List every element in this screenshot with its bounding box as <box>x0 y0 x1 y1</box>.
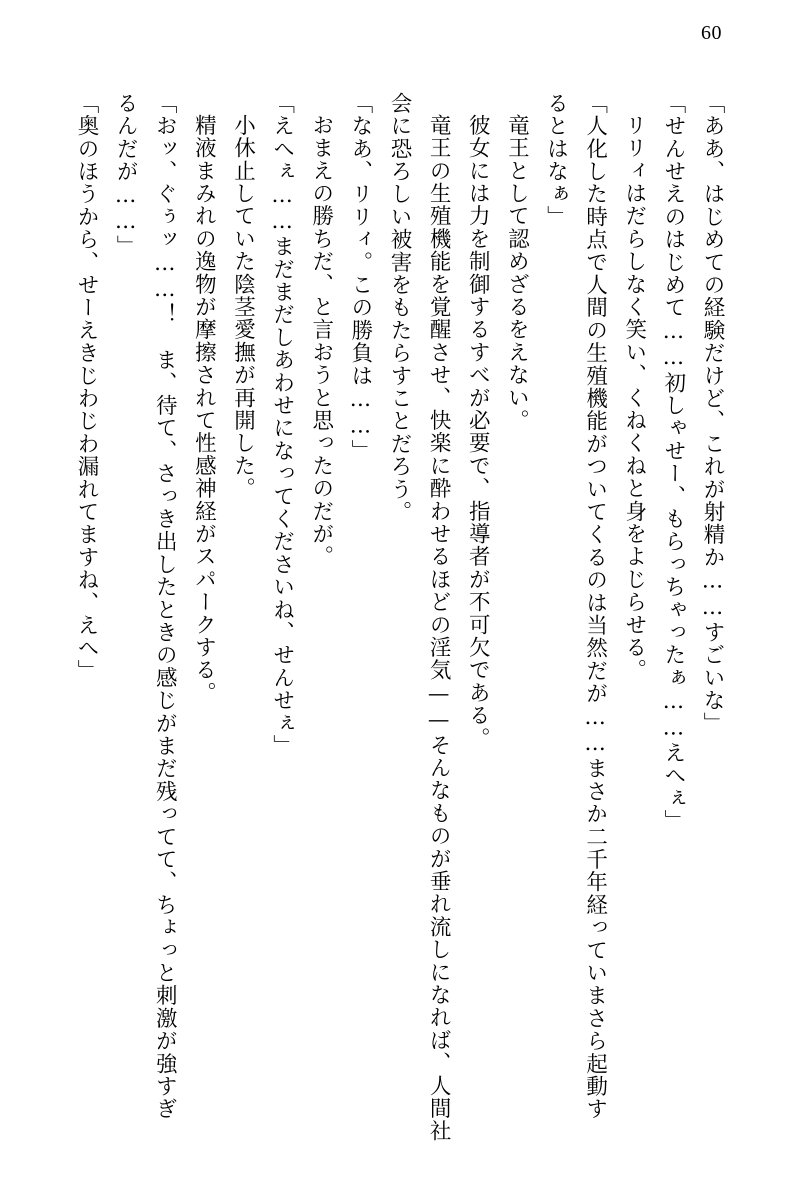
body-paragraph: おまえの勝ちだ、と言おうと思ったのだが。 <box>308 113 334 568</box>
body-paragraph: 彼女には力を制御するすべが必要で、指導者が不可欠である。 <box>465 113 491 750</box>
body-paragraph: 「おッ、ぐぅッ……！ ま、待て、さっき出したときの感じがまだ残ってて、ちょっと刺激が強すぎるんだが……」 <box>113 92 178 1121</box>
body-paragraph: 「なあ、リリィ。この勝負は……」 <box>347 92 373 463</box>
body-paragraph: 精液まみれの逸物が摩擦されて性感神経がスパークする。 <box>191 113 217 704</box>
body-paragraph: 「人化した時点で人間の生殖機能がついてくるのは当然だが……まさか二千年経っていまさら起動するとはなぁ」 <box>543 92 608 1121</box>
page-number: 60 <box>701 22 722 44</box>
body-paragraph: 「えへぇ……まだまだしあわせになってくださいね、せんせぇ」 <box>269 92 295 758</box>
body-paragraph: 小休止していた陰茎愛撫が再開した。 <box>230 113 256 500</box>
body-paragraph: 「奥のほうから、せーえきじわじわ漏れてますね、えへ」 <box>74 92 99 683</box>
body-paragraph: 竜王として認めざるをえない。 <box>504 113 530 432</box>
body-paragraph: 「ああ、はじめての経験だけど、これが射精か……すごいな」 <box>700 92 725 735</box>
vertical-text-body <box>56 92 732 1142</box>
body-paragraph: リリィはだらしなく笑い、くねくねと身をよじらせる。 <box>621 113 647 681</box>
body-paragraph: 竜王の生殖機能を覚醒させ、快楽に酔わせるほどの淫気——そんなものが垂れ流しになれば、人間社会に恐ろしい被害をもたらすことだろう。 <box>387 92 452 1142</box>
body-paragraph: 「せんせえのはじめて……初しゃせー、もらっちゃったぁ……えへぇ」 <box>660 92 686 833</box>
